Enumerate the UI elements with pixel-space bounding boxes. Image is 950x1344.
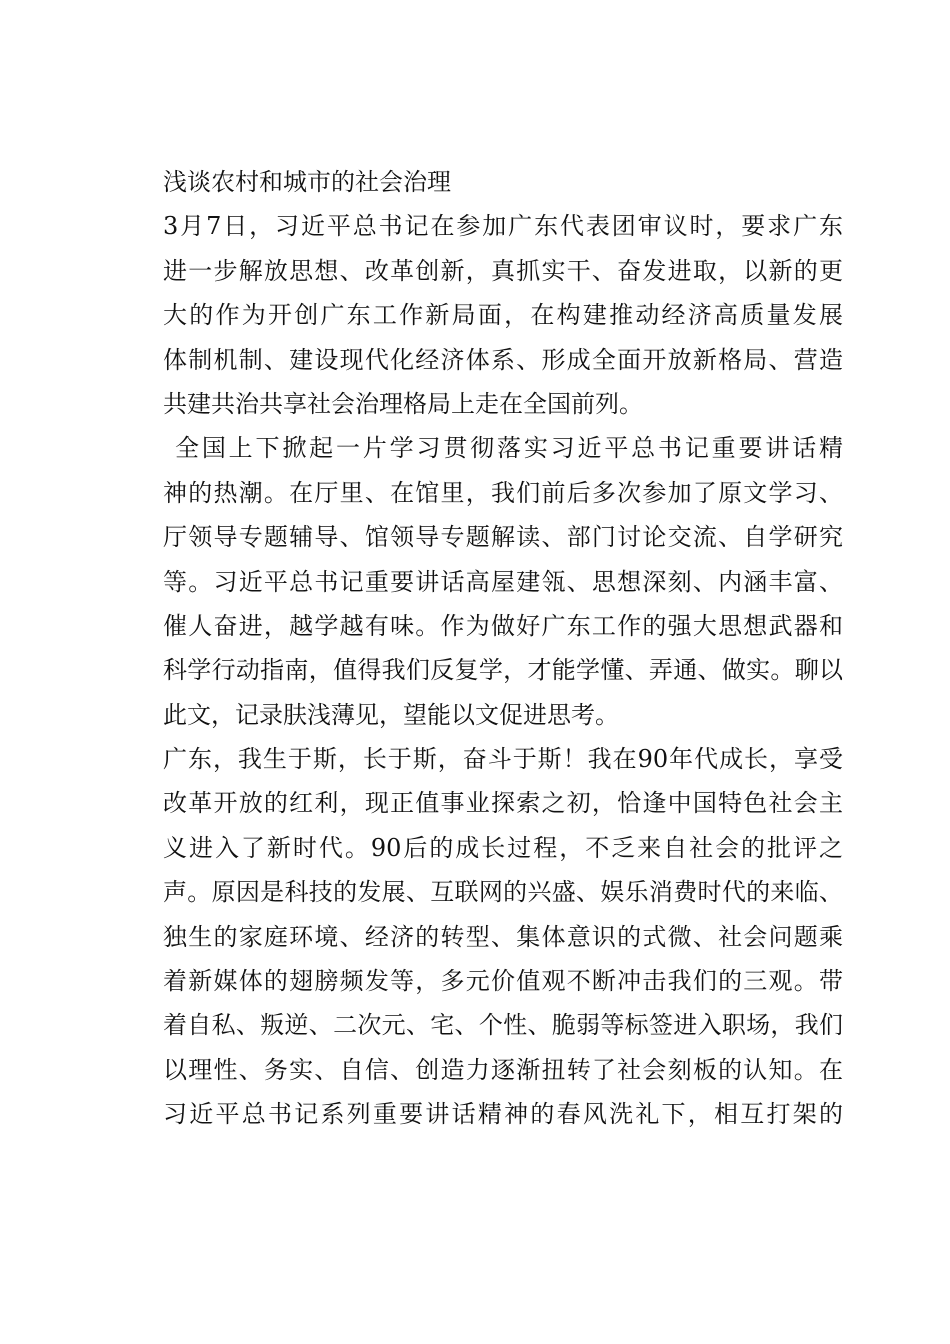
paragraph-line: 体制机制、建设现代化经济体系、形成全面开放新格局、营造 — [163, 345, 843, 374]
paragraph-line: 3月7日，习近平总书记在参加广东代表团审议时，要求广东 — [163, 212, 843, 241]
paragraph-line: 义进入了新时代。90后的成长过程，不乏来自社会的批评之 — [163, 833, 843, 862]
paragraph-line: 此文，记录肤浅薄见，望能以文促进思考。 — [163, 700, 619, 729]
paragraph-3 — [163, 737, 843, 1137]
paragraph-line: 等。习近平总书记重要讲话高屋建瓴、思想深刻、内涵丰富、 — [163, 567, 843, 596]
paragraph-line: 共建共治共享社会治理格局上走在全国前列。 — [163, 389, 643, 418]
document-title: 浅谈农村和城市的社会治理 — [163, 168, 451, 196]
paragraph-line: 着自私、叛逆、二次元、宅、个性、脆弱等标签进入职场，我们 — [163, 1011, 843, 1040]
paragraph-line: 进一步解放思想、改革创新，真抓实干、奋发进取，以新的更 — [163, 256, 843, 285]
paragraph-line: 以理性、务实、自信、创造力逐渐扭转了社会刻板的认知。在 — [163, 1055, 843, 1084]
paragraph-line: 改革开放的红利，现正值事业探索之初，恰逢中国特色社会主 — [163, 789, 843, 818]
paragraph-line: 声。原因是科技的发展、互联网的兴盛、娱乐消费时代的来临、 — [163, 878, 843, 907]
document-body — [163, 160, 843, 1137]
paragraph-line: 习近平总书记系列重要讲话精神的春风洗礼下，相互打架的 — [163, 1100, 843, 1129]
paragraph-line: 全国上下掀起一片学习贯彻落实习近平总书记重要讲话精 — [175, 434, 843, 463]
paragraph-line: 神的热潮。在厅里、在馆里，我们前后多次参加了原文学习、 — [163, 478, 843, 507]
paragraph-line: 科学行动指南，值得我们反复学，才能学懂、弄通、做实。聊以 — [163, 656, 843, 685]
paragraph-line: 催人奋进，越学越有味。作为做好广东工作的强大思想武器和 — [163, 611, 843, 640]
paragraph-line: 独生的家庭环境、经济的转型、集体意识的式微、社会问题乘 — [163, 922, 843, 951]
paragraph-2 — [163, 426, 843, 737]
paragraph-line: 大的作为开创广东工作新局面，在构建推动经济高质量发展 — [163, 301, 843, 330]
paragraph-line: 着新媒体的翅膀频发等，多元价值观不断冲击我们的三观。带 — [163, 967, 843, 996]
paragraph-1 — [163, 204, 843, 426]
paragraph-line: 厅领导专题辅导、馆领导专题解读、部门讨论交流、自学研究 — [163, 523, 843, 552]
paragraph-line: 广东，我生于斯，长于斯，奋斗于斯！我在90年代成长，享受 — [163, 745, 843, 774]
